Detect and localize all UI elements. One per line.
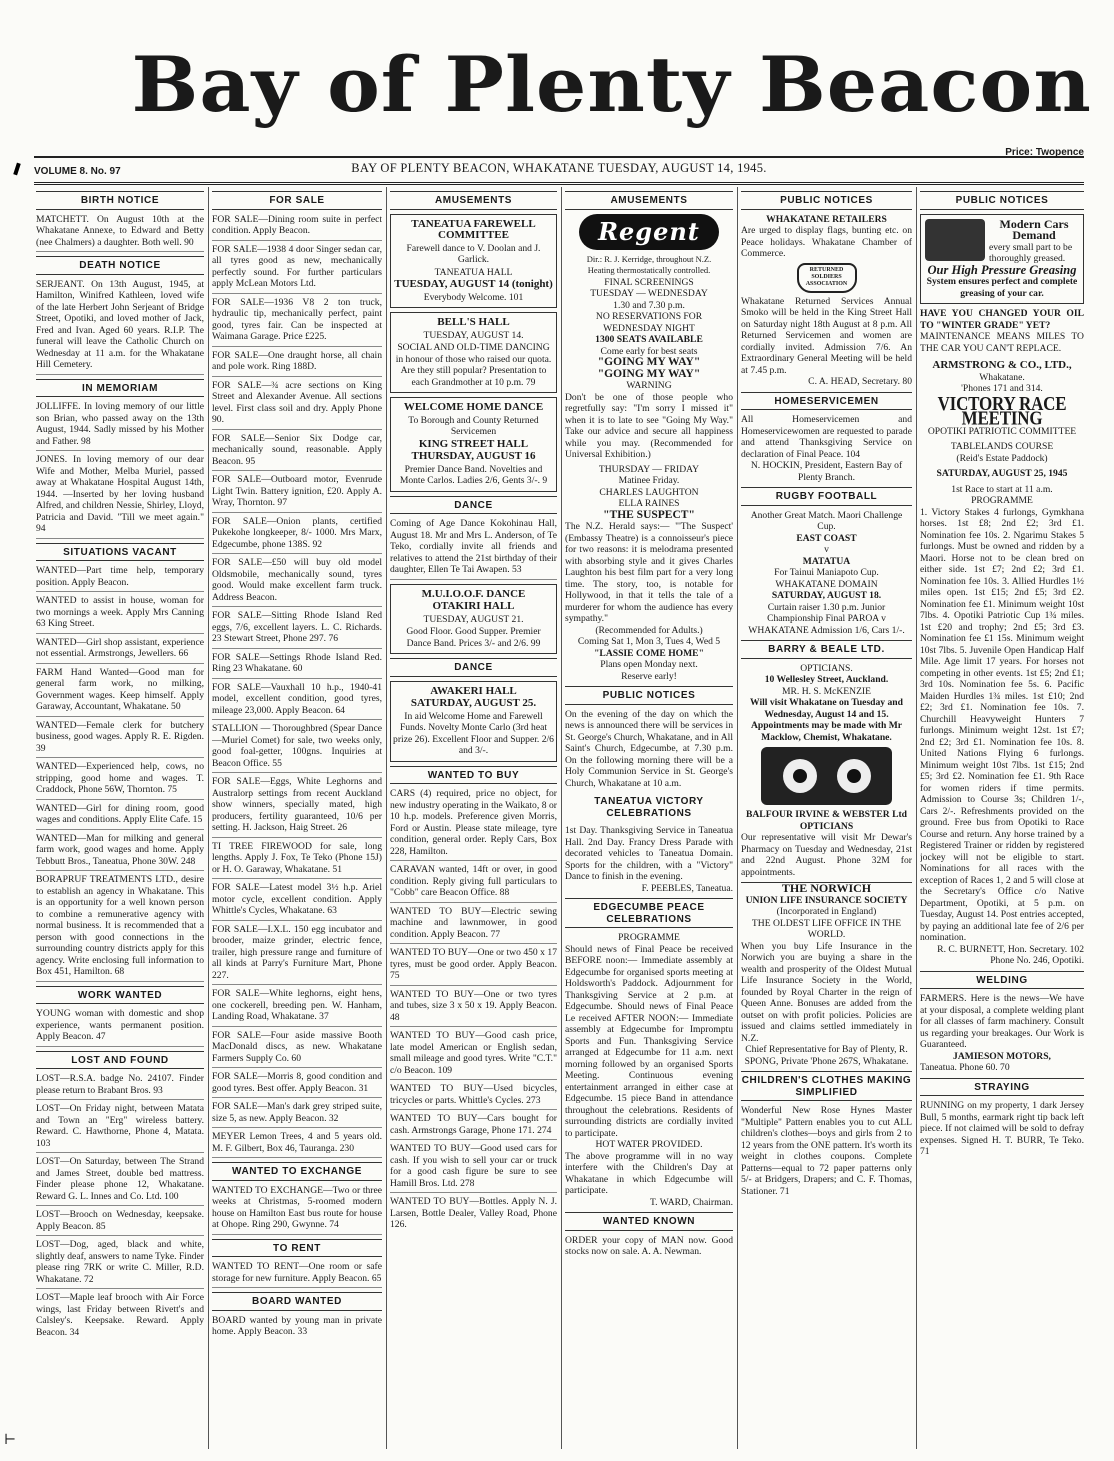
notice-text: Our representative will visit Mr Dewar's Pharmacy on Tuesday and Wednesday, 21st and 22nd August. Phone 32M for appointments. — [741, 832, 912, 878]
wanted-ad: WANTED TO BUY—Good cash price, late model American or English sedan, small mileage and good tyres. Write "C.T." c/o Beacon. 109 — [390, 1030, 557, 1080]
classified-ad: YOUNG woman with domestic and shop experience, wants permanent position. Apply Beacon. 47 — [36, 1008, 204, 1047]
ad-line: KING STREET HALL — [418, 437, 529, 450]
for-sale-ad: STALLION — Thoroughbred (Spear Dance—Muriel Comet) for sale, two weeks only, good foal-getter, 100gns. Inquiries at Beacon Office. 55 — [212, 723, 382, 773]
notice-text: Wonderful New Rose Hynes Master "Multiple" Pattern enables you to cut ALL children's clothes—boys and girls from 2 to 12 years from the ONE pattern. It's worth its weight in clothes coupons. Complete Patterns—equal to 72 paper patterns only 5/- at Bridgers, Drapers; and C. F. Thomas, Stationer. 71 — [741, 1105, 912, 1197]
ad-line: System ensures perfect and complete greasing of your car. — [926, 276, 1078, 299]
section-heading: BARRY & BEALE LTD. — [741, 640, 912, 659]
notice-text: RUNNING on my property, 1 dark Jersey Bull, 5 months, earmark right tip back left piece. If not claimed will be sold to defray expenses. Signed H. T. BURR, Te Teko. 71 — [920, 1100, 1084, 1157]
versus: v — [824, 544, 829, 555]
classified-ad: WANTED—Part time help, temporary position. Apply Beacon. — [36, 565, 204, 592]
cinema-info: Dir.: R. J. Kerridge, throughout N.Z. — [586, 253, 712, 264]
memoriam-notice: JOLLIFFE. In loving memory of our little son Brian, who passed away on the 13th August, 1944. Sadly missed by his Mother and Father. 98 — [36, 401, 204, 451]
classified-ad: WANTED—Man for milking and general farm work, good wages and home. Apply Tebbutt Bros., Taneatua, Phone 30W. 248 — [36, 833, 204, 872]
for-sale-ad: FOR SALE—Dining room suite in perfect condition. Apply Beacon. — [212, 214, 382, 241]
ink-mark: ⊢ — [4, 1433, 17, 1448]
subheading: PROGRAMME — [618, 932, 680, 943]
lost-notice: LOST—Dog, aged, black and white, slightly deaf, answers to name Tyke. Finder please ring 7RK or write C. Miller, R.D. Whakatane. 72 — [36, 1239, 204, 1289]
for-sale-ad: FOR SALE—1936 V8 2 ton truck, hydraulic tip, mechanically perfect, paint good, tyres fair. Can be inspected at Waimana Garage. Price £225. — [212, 297, 382, 347]
board-ad: BOARD wanted by young man in private home. Apply Beacon. 33 — [212, 1314, 382, 1337]
section-heading: IN MEMORIAM — [36, 379, 204, 398]
column-racing — [920, 187, 1084, 1449]
column-amusements — [390, 187, 557, 1449]
subheading: (Incorporated in England) — [776, 906, 877, 917]
classified-ad: WANTED to assist in house, woman for two mornings a week. Apply Mrs Canning 63 King Street. — [36, 595, 204, 634]
film-blurb: The N.Z. Herald says:— "'The Suspect' (Embassy Theatre) is a connoisseur's piece for two reasons: it is melodrama presented with absorbing style and it gives Charles Laughton his best film part for a very long time. The story, too, is notable for Hollywood, in that it tells the tale of a murderer for whom the audience has every sympathy." — [565, 521, 733, 624]
for-sale-ad: FOR SALE—Eggs, White Leghorns and Australorp settings from recent Auckland show winners, specially mated, high producers, fertility guaranteed, 10/6 per setting. H. Jackson, Haig Street. 26 — [212, 776, 382, 838]
section-heading: LOST AND FOUND — [36, 1051, 204, 1070]
ink-mark — [13, 163, 21, 176]
for-sale-ad: FOR SALE—Four aside massive Booth MacDonald discs, as new. Whakatane Farmers Supply Co. 60 — [212, 1030, 382, 1069]
ad-line: Reserve early! — [621, 670, 677, 682]
welcome-home-dance-ad — [390, 397, 557, 492]
notice-text: 1st Day. Thanksgiving Service in Taneatua Hall. 2nd Day. Francy Dress Parade with decorated vehicles to Taneatua Domain. Sports for the children, with a "Victory" Dance to finish in the evening. — [565, 825, 733, 882]
lost-notice: LOST—R.S.A. badge No. 24107. Finder please return to Brabant Bros. 93 — [36, 1073, 204, 1100]
wanted-ad: WANTED TO BUY—One or two tyres and tubes, size 3 x 50 x 19. Apply Beacon. 48 — [390, 989, 557, 1028]
ad-line: Plans open Monday next. — [600, 659, 698, 670]
section-heading: CHILDREN'S CLOTHES MAKING SIMPLIFIED — [741, 1071, 912, 1101]
section-heading: HOMESERVICEMEN — [741, 392, 912, 411]
notice-text: MAINTENANCE MEANS MILES TO THE CAR YOU CAN'T REPLACE. — [920, 331, 1084, 354]
ad-line: TUESDAY — WEDNESDAY — [590, 288, 708, 299]
car-icon — [925, 219, 985, 261]
price: Price: Twopence — [1005, 147, 1084, 158]
address: Whakatane. — [979, 371, 1025, 383]
team-name: EAST COAST — [796, 532, 857, 544]
volume-number: VOLUME 8. No. 97 — [34, 166, 121, 177]
classified-ad: WANTED—Girl for dining room, good wages and conditions. Apply Elite Cafe. 15 — [36, 803, 204, 830]
ad-line: Everybody Welcome. 101 — [423, 291, 524, 303]
column-public-notices — [741, 187, 912, 1449]
ad-line: CHARLES LAUGHTON — [599, 486, 699, 498]
column-rule — [916, 187, 917, 1449]
section-heading: DANCE — [390, 496, 557, 515]
ad-headline: Modern Cars Demand — [999, 216, 1069, 242]
classified-ad: WANTED—Girl shop assistant, experience not essential. Armstrongs, Jewellers. 66 — [36, 637, 204, 664]
film-title: "LASSIE COME HOME" — [594, 647, 704, 659]
lost-notice: LOST—Maple leaf brooch with Air Force wings, last Friday between Rivett's and Calsley's. Keepsake. Reward. Apply Beacon. 34 — [36, 1292, 204, 1338]
subheading: TANEATUA VICTORY CELEBRATIONS — [594, 796, 704, 819]
film-title: "GOING MY WAY" — [597, 356, 701, 368]
column-rule — [561, 187, 562, 1449]
signature: C. A. HEAD, Secretary. 80 — [808, 376, 912, 387]
ad-line: Premier Dance Band. Novelties and Monte Carlos. Ladies 2/6, Gents 3/-. 9 — [399, 463, 548, 486]
ad-line: THURSDAY, AUGUST 16 — [411, 450, 536, 462]
lens-icon — [783, 759, 817, 793]
column-rule — [737, 187, 738, 1449]
for-sale-ad: FOR SALE—Onion plants, certified Pukekohe longkeeper, 8/- 1000. Mrs Marx, Edgecumbe, phone 138S. 92 — [212, 516, 382, 555]
regent-logo: Regent — [579, 214, 719, 250]
awakeri-dance-ad — [390, 681, 557, 762]
ad-line: 1.30 and 7.30 p.m. — [613, 299, 685, 311]
section-heading: WORK WANTED — [36, 986, 204, 1005]
for-sale-ad: FOR SALE—Morris 8, good condition and good tyres. Best offer. Apply Beacon. 31 — [212, 1071, 382, 1098]
notice-text: ORDER your copy of MAN now. Good stocks now on sale. A. A. Newman. — [565, 1234, 733, 1257]
notice-text: All Homeservicemen and Homeservicewomen are requested to parade and attend Thanksgiving Service on declaration of Final Peace. 104 — [741, 414, 912, 460]
newspaper-title: Bay of Plenty Beacon — [131, 40, 1092, 129]
wanted-ad: WANTED TO BUY—Cars bought for cash. Armstrongs Garage, Phone 171. 274 — [390, 1113, 557, 1140]
notice-text: When you buy Life Insurance in the Norwich you are buying a share in the wealth and prosperity of the Oldest Mutual Life Insurance Society in the World, founded by Royal Charter in the reign of Queen Anne. Bonuses are added from the outset on with profit policies. Policies are issued and claims settled immediately in N.Z. — [741, 940, 912, 1044]
notice-text: Should news of Final Peace be received BEFORE noon:— Immediate assembly at Edgecumbe for organised sports meeting at Holdsworth's Paddock. Adjournment for Thanksgiving Service at 2 p.m. at Edgecumbe. Should news of Final Peace Le received AFTER NOON:— Immediate assembly at Edgecumbe for Impromptu Sports and Fun. Thanksgiving Service arranged at Edgecumbe for 11 a.m. next morning followed by an organised Sports Meeting. Continuous evening entertainment arranged in either case at Edgecumbe. 15 piece Band in attendance throughout the celebrations. Residents of surrounding districts are cordially invited to participate. — [565, 943, 733, 1139]
ad-line: Come early for best seats — [600, 345, 698, 357]
birth-notice: MATCHETT. On August 10th at the Whakatane Annexe, to Edward and Betty (nee Chalmers) a daughter. Both well. 90 — [36, 214, 204, 253]
section-heading: RUGBY FOOTBALL — [741, 487, 912, 506]
dance-ad: Coming of Age Dance Kokohinau Hall, August 18. Mr and Mrs L. Anderson, of Te Teko, cordially invite all friends and relatives to attend the 21st birthday of their daughter, Ellen Te Tai Awapen. 53 — [390, 518, 557, 580]
ad-line: every small part to be thoroughly greased. — [989, 241, 1073, 264]
wanted-ad: CARS (4) required, price no object, for new industry operating in the Waikato, 8 or 10 h.p. models. Preference given Morris, Ford or Austin. Please state mileage, tyre condition, general order. Reply Cars, Box 228, Hamilton. — [390, 788, 557, 861]
notice-text: HAVE YOU CHANGED YOUR OIL TO "WINTER GRADE" YET? — [920, 308, 1084, 331]
cinema-info: Heating thermostatically controlled. — [587, 265, 711, 275]
wanted-ad: WANTED TO BUY—One or two 450 x 17 tyres, must be good order. Apply Beacon. 75 — [390, 947, 557, 986]
for-sale-ad: FOR SALE—I.X.L. 150 egg incubator and brooder, maize grinder, electric fence, trailer, high pressure range and furniture of all kinds at Parry's Furniture Mart, Phone 227. — [212, 924, 382, 986]
classified-ad: WANTED—Female clerk for butchery business, good wages. Apply R. E. Rigden. 39 — [36, 720, 204, 759]
column-for-sale — [212, 187, 382, 1449]
ad-line: 1300 SEATS AVAILABLE — [595, 334, 703, 345]
ad-line: WARNING — [626, 380, 672, 391]
ad-line: M.U.I.O.O.F. DANCE — [421, 587, 526, 600]
rsa-badge-icon: RETURNED SOLDIERS ASSOCIATION — [797, 263, 857, 293]
ad-line: TUESDAY, AUGUST 21. — [423, 613, 524, 625]
subheading: EDGECUMBE PEACE CELEBRATIONS — [565, 898, 733, 928]
lost-notice: LOST—On Saturday, between The Strand and James Street, double bed mattress. Finder please phone 12, Whakatane. Reward G. L. Innes and Co. Ltd. 100 — [36, 1156, 204, 1206]
death-notice: SERJEANT. On 13th August, 1945, at Hamilton, Winifred Kathleen, loved wife of the late Herbert John Serjeant of Bridge Street, Opotiki, and loved mother of Jack, Fred and Ivan. Aged 60 years. R.I.P. The funeral will leave the Catholic Church on Wednesday at 11 a.m. for the Whakatane Hill Cemetery. — [36, 279, 204, 375]
subheading: THE NORWICH — [741, 882, 912, 895]
start-time: 1st Race to start at 11 a.m. — [951, 483, 1053, 495]
section-heading: DEATH NOTICE — [36, 256, 204, 275]
ad-line: Matinee Friday. — [618, 475, 680, 486]
race-meeting-title: VICTORY RACE MEETING — [937, 391, 1067, 428]
signature: R. C. BURNETT, Hon. Secretary. 102 Phone No. 246, Opotiki. — [937, 943, 1084, 966]
signature: T. WARD, Chairman. — [649, 1196, 733, 1208]
notice-text: Taneatua. Phone 60. 70 — [920, 1062, 1010, 1073]
film-listing — [565, 625, 733, 683]
wanted-ad: CARAVAN wanted, 14ft or over, in good condition. Reply giving full particulars to "Cobb" care Beacon Office. 88 — [390, 864, 557, 903]
ad-line: TUESDAY, AUGUST 14. — [423, 329, 524, 341]
column-regent — [565, 187, 733, 1449]
masthead — [131, 30, 1092, 140]
ad-line: OTAKIRI HALL — [432, 600, 515, 612]
ad-line: BELL'S HALL — [437, 316, 510, 328]
ad-line: TANEATUA FAREWELL COMMITTEE — [411, 217, 536, 241]
notice-text: FARMERS. Here is the news—We have at your disposal, a complete welding plant for all classes of farm machinery. Consult us regarding your breakages. Our Work is Guaranteed. — [920, 993, 1084, 1050]
wanted-ad: WANTED TO BUY—Electric sewing machine and lawnmower, in good condition. Apply Beacon. 77 — [390, 906, 557, 945]
ad-line: Coming Sat 1, Mon 3, Tues 4, Wed 5 — [577, 636, 721, 647]
section-heading: WANTED TO EXCHANGE — [212, 1162, 382, 1181]
ad-line: FINAL SCREENINGS — [604, 276, 694, 288]
section-heading: WANTED KNOWN — [565, 1212, 733, 1231]
ad-line: AWAKERI HALL — [430, 684, 517, 697]
memoriam-notice: JONES. In loving memory of our dear Wife and Mother, Melba Muriel, passed away at Whakatane Hospital August 14th, 1944. —Inserted by her loving husband Alfred, and children Nessie, Shirley, Lloyd, Patricia and David. "Till we meet again." 94 — [36, 454, 204, 539]
lost-notice: LOST—Brooch on Wednesday, keepsake. Apply Beacon. 85 — [36, 1209, 204, 1236]
notice-text: Chief Representative for Bay of Plenty, R. SPONG, Private 'Phone 267S, Whakatane. — [744, 1044, 909, 1067]
ad-line: THURSDAY — FRIDAY — [598, 463, 700, 475]
subheading: PROGRAMME — [971, 495, 1033, 506]
for-sale-ad: MEYER Lemon Trees, 4 and 5 years old. M. F. Gilbert, Box 46, Tauranga. 230 — [212, 1131, 382, 1158]
phone: 'Phones 171 and 314. — [961, 383, 1043, 394]
ad-line: ELLA RAINES — [618, 498, 680, 509]
race-programme: 1. Victory Stakes 4 furlongs, Gymkhana horses. 1st £8; 2nd £2; 3rd £1. Nomination fee 10s. 2. Ngarimu Stakes 5 furlongs. Must be owned and ridden by a Maori. Horse not to be clean bred on either side. 1st £7; 2nd £2; 3rd £1. Nomination fee 10s. 3. Allied Hurdles 1½ miles open. 1st £15; 2nd £5; 3rd £2. Nomination fee £1. Minimum weight 10st 7lbs. 4. Opotiki Patriotic Cup 1¾ miles. 1st £20 and trophy; 2nd £5; 3rd £3. Nomination fee £1 15s. Minimum weight 10st 7lbs. 5. Juvenile Open Handicap Half Mile. Age limit 17 years. For horses not competing in other events. 1st £5; 2nd £1; 3rd 10s. Nomination fee 5s. 6. Pacific Maiden Hurdles 1¾ miles. 1st £10; 2nd £2; 3rd £1. Nomination fee 10s. 7. Churchill Heavyweight Hunters 7 furlongs. Minimum weight 12st. 1st £7; 2nd £2; 3rd £1. Nomination fee 10s. 8. United Nations Flying 6 furlongs. Minimum weight 10st 7lbs. 1st £15; 2nd £5; 3rd £2. Nomination fee £1. 9th Race for women riders if time permits. Admission to Course 3s; Children 1/-, Cars 2/-. Refreshments provided on the ground. Free bus from Opotiki to Race Course and return. Any horse trained by a Registered Trainer or ridden by registered jockey will not be eligible to start. Nominations for all races with the exception of Races 1, 2 and 5 will close at the Secretary's Office c/o Native Department, Opotiki, at 5 p.m. on Tuesday, August 14. Post entries accepted, by paying an additional late fee of 2/6 per nomination. — [920, 506, 1084, 943]
advertiser-name: JAMIESON MOTORS, — [953, 1050, 1051, 1062]
film-title: "THE SUSPECT" — [603, 508, 695, 521]
film-blurb: Don't be one of those people who regretfully say: "I'm sorry I missed it" when it is to late to see "Going My Way." Take our advice and secure all happiness while you may. (Recommended for Universal Exhibition.) — [565, 391, 733, 460]
classified-ad: WANTED—Experienced help, cows, no stripping, good home and wages. T. Craddock, Phone 56W, Thornton. 75 — [36, 761, 204, 800]
section-heading: DANCE — [390, 658, 557, 677]
notice-text: Are urged to display flags, bunting etc. on Peace holidays. Whakatane Chamber of Commerce. — [741, 225, 912, 259]
venue: WHAKATANE DOMAIN — [775, 578, 878, 590]
exchange-ad: WANTED TO EXCHANGE—Two or three weeks at Christmas, 5-roomed modern house on Hamilton East bus route for house at Ohope. Ring 290, Gwynne. 74 — [212, 1185, 382, 1235]
for-sale-ad: FOR SALE—¾ acre sections on King Street and Alexander Avenue. All sections level. First class soil and dry. Apply Phone 90. — [212, 380, 382, 430]
venue: (Reid's Estate Paddock) — [956, 452, 1048, 464]
lens-icon — [837, 759, 871, 793]
ad-line: WELCOME HOME DANCE — [403, 401, 544, 413]
ad-headline: Our High Pressure Greasing — [927, 262, 1077, 277]
rent-ad: WANTED TO RENT—One room or safe storage for new furniture. Apply Beacon. 65 — [212, 1261, 382, 1288]
signature: F. PEEBLES, Taneatua. — [641, 882, 733, 894]
notice-text: On the evening of the day on which the news is announced there will be services in St. George's Church, Whakatane, and in All Saint's Church, Edgecumbe, at 7.30 p.m. On the following morning there will be a Holy Communion Service in St. George's Church, Whakatane at 10 a.m. — [565, 708, 733, 789]
farewell-dance-ad — [390, 214, 557, 309]
section-heading: PUBLIC NOTICES — [741, 191, 912, 210]
for-sale-ad: FOR SALE—Latest model 3½ h.p. Ariel motor cycle, excellent condition. Apply Whittle's Cycles, Whakatane. 63 — [212, 882, 382, 921]
ad-line: (Recommended for Adults.) — [595, 624, 703, 636]
ad-line: SATURDAY, AUGUST 25. — [410, 697, 537, 709]
for-sale-ad: FOR SALE—Sitting Rhode Island Red eggs, 7/6, excellent layers. L. C. Richards. 23 Stewart Street, Phone 297. 76 — [212, 610, 382, 649]
section-heading: FOR SALE — [212, 191, 382, 210]
column-classifieds — [36, 187, 204, 1449]
for-sale-ad: FOR SALE—Man's dark grey striped suite, size 5, as new. Apply Beacon. 32 — [212, 1101, 382, 1128]
for-sale-ad: FOR SALE—1938 4 door Singer sedan car, all tyres good as new, mechanically perfectly sound. For further particulars apply McLean Motors Ltd. — [212, 244, 382, 294]
column-rule — [208, 187, 209, 1449]
film-title: "GOING MY WAY" — [597, 367, 701, 380]
section-heading: WELDING — [920, 971, 1084, 990]
team-name: MATATUA — [802, 555, 851, 567]
wanted-ad: WANTED TO BUY—Good used cars for cash. If you wish to sell your car or truck for a good cash figure be sure to see Hamill Bros. Ltd. 278 — [390, 1143, 557, 1193]
film-listing — [565, 464, 733, 522]
ad-line: NO RESERVATIONS FOR WEDNESDAY NIGHT — [595, 311, 703, 334]
subheading: BALFOUR IRVINE & WEBSTER Ltd OPTICIANS — [745, 809, 907, 832]
greasing-ad — [920, 214, 1084, 305]
subheading: HOT WATER PROVIDED. — [595, 1139, 703, 1150]
wanted-ad: WANTED TO BUY—Bottles. Apply N. J. Larsen, Bottle Dealer, Valley Road, Phone 126. — [390, 1196, 557, 1230]
section-heading: SITUATIONS VACANT — [36, 543, 204, 562]
classified-ad: FARM Hand Wanted—Good man for general farm work, no milking, Government wages. Keep himself. Apply Garaway, Accountant, Whakatane. 50 — [36, 667, 204, 717]
for-sale-ad: FOR SALE—Settings Rhode Island Red. Ring 23 Whakatane. 60 — [212, 652, 382, 679]
bells-hall-ad — [390, 312, 557, 393]
subheading: WHAKATANE RETAILERS — [766, 213, 887, 225]
signature: N. HOCKIN, President, Eastern Bay of Plenty Branch. — [750, 460, 903, 483]
notice-text: The above programme will in no way interfere with the Children's Day at Whakatane in which Edgecumbe will participate. — [565, 1150, 733, 1196]
section-heading: TO RENT — [212, 1239, 382, 1258]
section-heading: AMUSEMENTS — [565, 191, 733, 210]
subheading: OPOTIKI PATRIOTIC COMMITTEE — [927, 425, 1077, 437]
venue: TABLELANDS COURSE — [950, 441, 1054, 452]
notice-text: Will visit Whakatane on Tuesday and Wednesday, August 14 and 15. Appointments may be made with Mr Macklow, Chemist, Whakatane. — [750, 697, 903, 743]
for-sale-ad: FOR SALE—Senior Six Dodge car, mechanically sound, reasonable. Apply Beacon. 95 — [212, 433, 382, 472]
section-heading: BOARD WANTED — [212, 1292, 382, 1311]
lost-notice: LOST—On Friday night, between Matata and Town an "Erg" wireless battery. Reward. C. Hawthorne, Phone 4, Matata. 103 — [36, 1103, 204, 1153]
column-rule — [386, 187, 387, 1449]
film-listing — [565, 277, 733, 392]
section-heading: AMUSEMENTS — [390, 191, 557, 210]
issue-date: BAY OF PLENTY BEACON, WHAKATANE TUESDAY, AUGUST 14, 1945. — [351, 161, 767, 175]
subheading: UNION LIFE INSURANCE SOCIETY — [745, 894, 908, 906]
optician-name: MR. H. S. McKENZIE — [781, 685, 871, 697]
ad-line: In aid Welcome Home and Farewell Funds. Novelty Monte Carlo (3rd heat prize 26). Excellent Floor and Supper. 2/6 and 3/-. — [393, 710, 554, 756]
section-heading: PUBLIC NOTICES — [920, 191, 1084, 210]
for-sale-ad: FOR SALE—Outboard motor, Evenrude Light Twin. Battery ignition, £20. Apply A. Wray, Thornton. 97 — [212, 474, 382, 513]
section-heading: BIRTH NOTICE — [36, 191, 204, 210]
ad-line: TANEATUA HALL — [434, 266, 513, 278]
for-sale-ad: TI TREE FIREWOOD for sale, long lengths. Apply J. Fox, Te Teko (Phone 15J) or H. O. Garaway, Whakatane. 51 — [212, 841, 382, 880]
ad-line: TUESDAY, AUGUST 14 (tonight) — [394, 278, 553, 290]
for-sale-ad: FOR SALE—Vauxhall 10 h.p., 1940-41 model, excellent condition, good tyres, mileage 23,000. Apply Beacon. 64 — [212, 682, 382, 721]
subheading: THE OLDEST LIFE OFFICE IN THE WORLD. — [751, 917, 902, 940]
match-date: SATURDAY, AUGUST 18. — [771, 590, 882, 601]
section-heading: WANTED TO BUY — [390, 766, 557, 785]
wanted-ad: WANTED TO BUY—Used bicycles, tricycles or parts. Whittle's Cycles. 273 — [390, 1083, 557, 1110]
for-sale-ad: FOR SALE—One draught horse, all chain and pole work. Ring 188D. — [212, 350, 382, 377]
race-date: SATURDAY, AUGUST 25, 1945 — [936, 468, 1068, 479]
otakiri-dance-ad — [390, 584, 557, 655]
notice-text: Curtain raiser 1.30 p.m. Junior Championship Final PAROA v WHAKATANE Admission 1/6, Cars 1/-. — [748, 601, 905, 636]
notice-text: Another Great Match. Maori Challenge Cup. — [750, 509, 903, 532]
address: 10 Wellesley Street, Auckland. — [764, 674, 889, 685]
spectacles-icon — [761, 747, 892, 805]
notice-text: Whakatane Returned Services Annual Smoko will be held in the King Street Hall on Saturday night 18th August at 8 p.m. All Returned Servicemen and women are cordially invited. Admission 7/6. An Extraordinary General Meeting will be held at 7.45 p.m. — [741, 295, 912, 376]
for-sale-ad: FOR SALE—White leghorns, eight hens, one cockerell, breeding pen. W. Hanham, Landing Road, Whakatane. 37 — [212, 988, 382, 1027]
ad-line: Farewell dance to V. Doolan and J. Garlick. — [406, 242, 541, 265]
ad-line: To Borough and County Returned Servicemen — [408, 414, 539, 437]
classified-ad: BORAPRUF TREATMENTS LTD., desire to establish an agency in Whakatane. This is an opportunity for a well known person to combine a remunerative agency with normal business. It is recommended that a person with good connections in the surrounding country districts apply for this agency. Write enclosing full information to Box 451, Hamilton. 68 — [36, 874, 204, 982]
dateline — [34, 147, 1084, 185]
subheading: OPTICIANS. — [800, 662, 853, 674]
advertiser-name: ARMSTRONG & CO., LTD., — [932, 359, 1072, 371]
for-sale-ad: FOR SALE—£50 will buy old model Oldsmobile, mechanically sound, tyres good. Would make excellent farm truck. Address Beacon. — [212, 557, 382, 607]
notice-text: For Tainui Maniapoto Cup. — [774, 567, 879, 578]
ad-line: Good Floor. Good Supper. Premier Dance Band. Prices 3/- and 2/6. 99 — [406, 626, 541, 649]
ad-line: SOCIAL AND OLD-TIME DANCING in honour of those who raised our quota. Are they still popular? Presentation to each Grandmother at 10 p.m. 79 — [395, 342, 552, 388]
section-heading: PUBLIC NOTICES — [565, 686, 733, 705]
section-heading: STRAYING — [920, 1078, 1084, 1097]
